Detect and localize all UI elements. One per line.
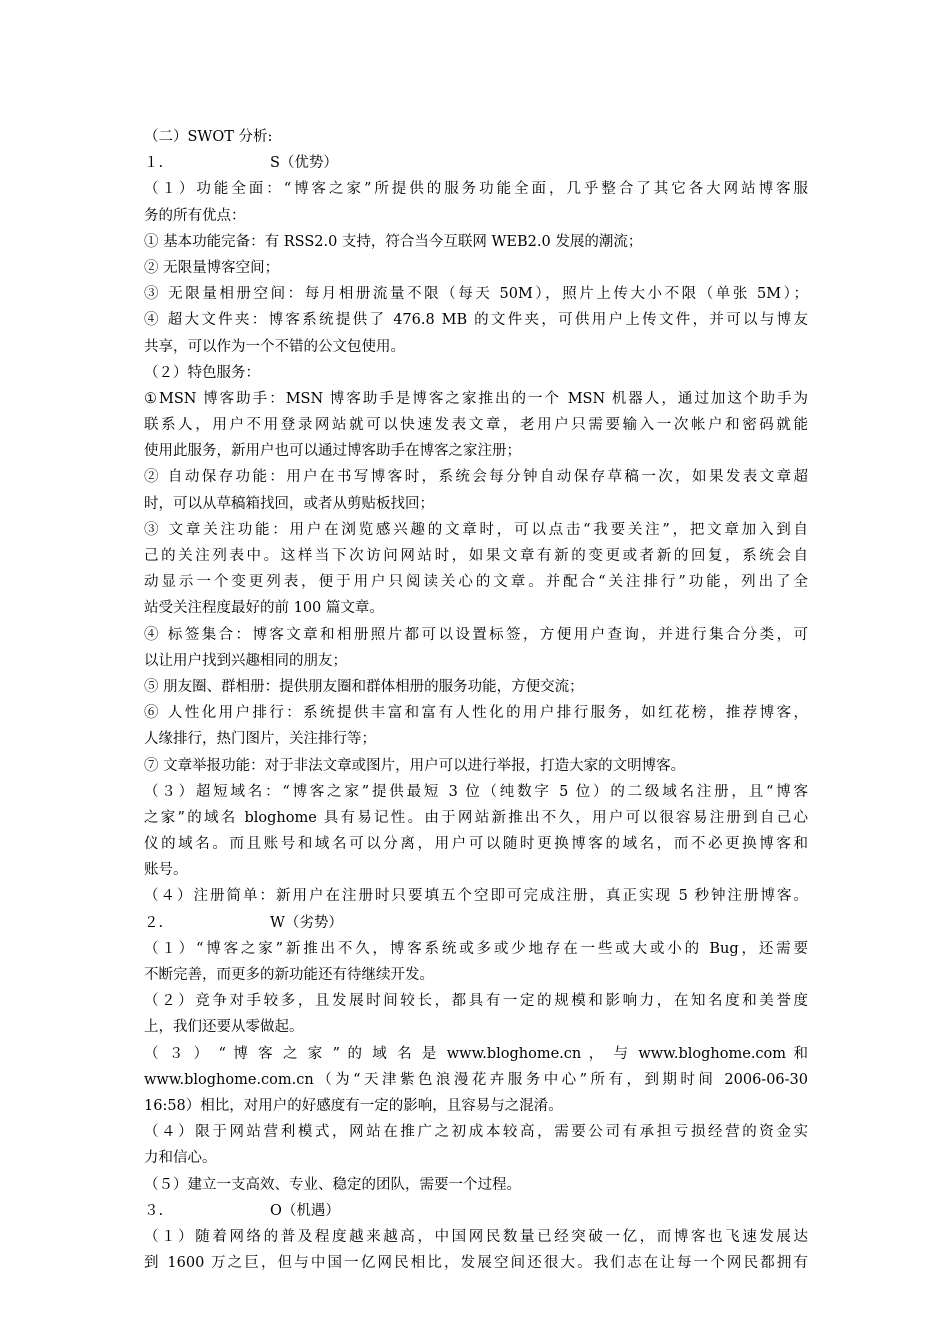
text-line: ① 基本功能完备：有 RSS2.0 支持，符合当今互联网 WEB2.0 发展的潮流； — [144, 233, 643, 250]
text-line: 仪的域名。而且账号和域名可以分离，用户可以随时更换博客的域名，而不必更换博客和 — [144, 836, 808, 853]
heading-number: ２. — [144, 914, 164, 931]
text-line: ④ 超大文件夹：博客系统提供了 476.8 MB 的文件夹，可供用户上传文件，并可以与博友 — [144, 312, 808, 329]
text-line: 16:58）相比，对用户的好感度有一定的影响，且容易与之混淆。 — [144, 1097, 563, 1114]
text-line: （３）超短域名：“博客之家”提供最短 3 位（纯数字 5 位）的二级域名注册，且“博客 — [144, 783, 808, 800]
text-line: ⑦ 文章举报功能：对于非法文章或图片，用户可以进行举报，打造大家的文明博客。 — [144, 757, 686, 774]
section-title: （二）SWOT 分析: — [144, 129, 273, 145]
text-line: ④ 标签集合：博客文章和相册照片都可以设置标签，方便用户查询，并进行集合分类，可 — [144, 626, 808, 643]
text-line: 务的所有优点： — [144, 207, 246, 224]
heading-number: １. — [144, 155, 164, 172]
text-line: ③ 无限量相册空间：每月相册流量不限（每天 50M），照片上传大小不限（单张 5M）； — [144, 286, 808, 303]
text-line: 时，可以从草稿箱找回，或者从剪贴板找回； — [144, 495, 434, 512]
text-line: （５）建立一支高效、专业、稳定的团队，需要一个过程。 — [144, 1176, 521, 1193]
heading-label: O（机遇） — [270, 1202, 340, 1219]
text-line: ⑤ 朋友圈、群相册：提供朋友圈和群体相册的服务功能，方便交流； — [144, 678, 584, 695]
text-line: ② 无限量博客空间； — [144, 259, 280, 276]
text-line: 使用此服务，新用户也可以通过博客助手在博客之家注册； — [144, 443, 521, 460]
heading-number: ３. — [144, 1202, 164, 1219]
text-line: 共享，可以作为一个不错的公文包使用。 — [144, 338, 405, 355]
heading-label: W（劣势） — [270, 914, 343, 931]
text-line: 以让用户找到兴趣相同的朋友； — [144, 652, 347, 669]
text-line: （４）限于网站营利模式，网站在推广之初成本较高，需要公司有承担亏损经营的资金实 — [144, 1124, 808, 1141]
swot-heading-s — [144, 150, 808, 176]
text-line: 账号。 — [144, 862, 188, 879]
document-body — [144, 124, 808, 1276]
text-line: www.bloghome.com.cn（为“天津紫色浪漫花卉服务中心”所有，到期时间 2006-06-30 — [144, 1071, 808, 1088]
text-line: （２）特色服务： — [144, 364, 260, 381]
text-line: （１）“博客之家”新推出不久，博客系统或多或少地存在一些或大或小的 Bug，还需要 — [144, 940, 808, 957]
text-line: （ ３ ） “ 博 客 之 家 ” 的 域 名 是 www.bloghome.cn ， 与 www.bloghome.com 和 — [144, 1045, 808, 1062]
text-line: 人缘排行，热门图片，关注排行等； — [144, 731, 376, 748]
heading-label: S（优势） — [270, 155, 338, 172]
text-line: 之家”的域名 bloghome 具有易记性。由于网站新推出不久，用户可以很容易注册到自己心 — [144, 809, 808, 826]
text-line: 上，我们还要从零做起。 — [144, 1019, 304, 1036]
text-line: 不断完善，而更多的新功能还有待继续开发。 — [144, 967, 434, 983]
text-line: 力和信心。 — [144, 1150, 217, 1167]
text-line: （４）注册简单：新用户在注册时只要填五个空即可完成注册，真正实现 5 秒钟注册博客。 — [144, 888, 808, 905]
text-line: （１）随着网络的普及程度越来越高，中国网民数量已经突破一亿，而博客也飞速发展达 — [144, 1228, 808, 1245]
text-line: 站受关注程度最好的前 100 篇文章。 — [144, 600, 384, 617]
text-line: 己的关注列表中。这样当下次访问网站时，如果文章有新的变更或者新的回复，系统会自 — [144, 548, 808, 564]
text-line: 动显示一个变更列表，便于用户只阅读关心的文章。并配合“关注排行”功能，列出了全 — [144, 574, 808, 591]
text-line: 到 1600 万之巨，但与中国一亿网民相比，发展空间还很大。我们志在让每一个网民都拥有 — [144, 1255, 808, 1272]
swot-heading-w — [144, 910, 808, 936]
text-line: ② 自动保存功能：用户在书写博客时，系统会每分钟自动保存草稿一次，如果发表文章超 — [144, 469, 808, 486]
swot-heading-o — [144, 1198, 808, 1224]
text-line: 联系人，用户不用登录网站就可以快速发表文章，老用户只需要输入一次帐户和密码就能 — [144, 417, 808, 434]
text-line: （２）竞争对手较多，且发展时间较长，都具有一定的规模和影响力，在知名度和美誉度 — [144, 993, 808, 1010]
text-line: ①MSN 博客助手：MSN 博客助手是博客之家推出的一个 MSN 机器人，通过加这个助手为 — [144, 390, 808, 407]
text-line: （１）功能全面：“博客之家”所提供的服务功能全面，几乎整合了其它各大网站博客服 — [144, 181, 808, 198]
text-line: ⑥ 人性化用户排行：系统提供丰富和富有人性化的用户排行服务，如红花榜，推荐博客， — [144, 705, 808, 722]
text-line: ③ 文章关注功能：用户在浏览感兴趣的文章时，可以点击“我要关注”，把文章加入到自 — [144, 521, 808, 538]
